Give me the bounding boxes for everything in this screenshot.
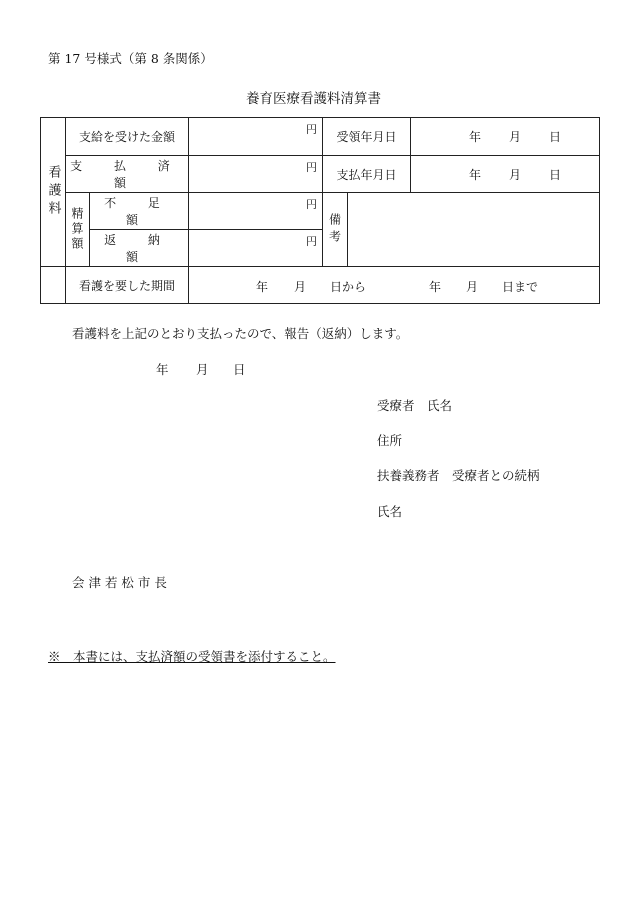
year-label: 年 xyxy=(468,130,481,144)
guardian-name-label: 氏名 xyxy=(377,504,403,519)
settlement-table xyxy=(40,117,600,304)
guardian-label: 扶養義務者 受療者との続柄 xyxy=(377,468,540,483)
yen-unit: 円 xyxy=(306,161,317,174)
period-until: 日まで xyxy=(502,280,539,294)
attachment-note: ※ 本書には、支払済額の受領書を添付すること。 xyxy=(48,649,336,664)
report-month: 月 xyxy=(196,362,209,377)
report-year: 年 xyxy=(156,362,169,377)
receipt-date-label: 受領年月日 xyxy=(323,118,411,156)
row1-amount-cell[interactable] xyxy=(189,118,323,156)
seisan-label-cell xyxy=(66,193,90,267)
period-year1: 年 xyxy=(256,280,269,294)
receipt-date-cell[interactable] xyxy=(411,118,600,156)
period-year2: 年 xyxy=(429,280,442,294)
patient-name-label: 受療者 氏名 xyxy=(377,398,453,413)
recipient: 会 津 若 松 市 長 xyxy=(72,575,167,590)
day-label: 日 xyxy=(548,167,561,182)
row1-label: 支給を受けた金額 xyxy=(66,118,189,156)
row2-label-text: 支 払 済 額 xyxy=(70,159,184,190)
row4-amount-cell[interactable] xyxy=(189,230,323,267)
month-label: 月 xyxy=(508,167,521,182)
period-from: 日から xyxy=(330,280,367,294)
period-cell[interactable] xyxy=(189,267,600,304)
group-label: 看護料 xyxy=(45,165,61,219)
yen-unit: 円 xyxy=(306,123,317,136)
month-label: 月 xyxy=(508,130,521,144)
row3-amount-cell[interactable] xyxy=(189,193,323,230)
row2-label xyxy=(66,156,189,193)
period-spacer xyxy=(41,267,66,304)
year-label: 年 xyxy=(468,167,481,182)
group-label-cell xyxy=(41,118,66,267)
bikou-label-cell xyxy=(323,193,348,267)
yen-unit: 円 xyxy=(306,198,317,211)
address-label: 住所 xyxy=(377,433,403,448)
day-label: 日 xyxy=(548,130,561,144)
payment-date-label: 支払年月日 xyxy=(323,156,411,193)
report-day: 日 xyxy=(233,362,246,377)
row4-label-text: 返 納 額 xyxy=(104,233,174,264)
row2-amount-cell[interactable] xyxy=(189,156,323,193)
form-number: 第 17 号様式（第 8 条関係） xyxy=(48,51,213,66)
yen-unit: 円 xyxy=(306,235,317,248)
row3-label xyxy=(90,193,189,230)
statement: 看護料を上記のとおり支払ったので、報告（返納）します。 xyxy=(72,326,409,341)
bikou-field[interactable] xyxy=(348,193,600,267)
period-month2: 月 xyxy=(466,280,479,294)
seisan-label: 精算額 xyxy=(70,207,84,252)
bikou-label: 備考 xyxy=(327,212,342,247)
document-title: 養育医療看護料清算書 xyxy=(246,91,381,107)
payment-date-cell[interactable] xyxy=(411,156,600,193)
row4-label xyxy=(90,230,189,267)
period-label: 看護を要した期間 xyxy=(66,267,189,304)
period-month1: 月 xyxy=(294,280,307,294)
row3-label-text: 不 足 額 xyxy=(104,196,174,227)
